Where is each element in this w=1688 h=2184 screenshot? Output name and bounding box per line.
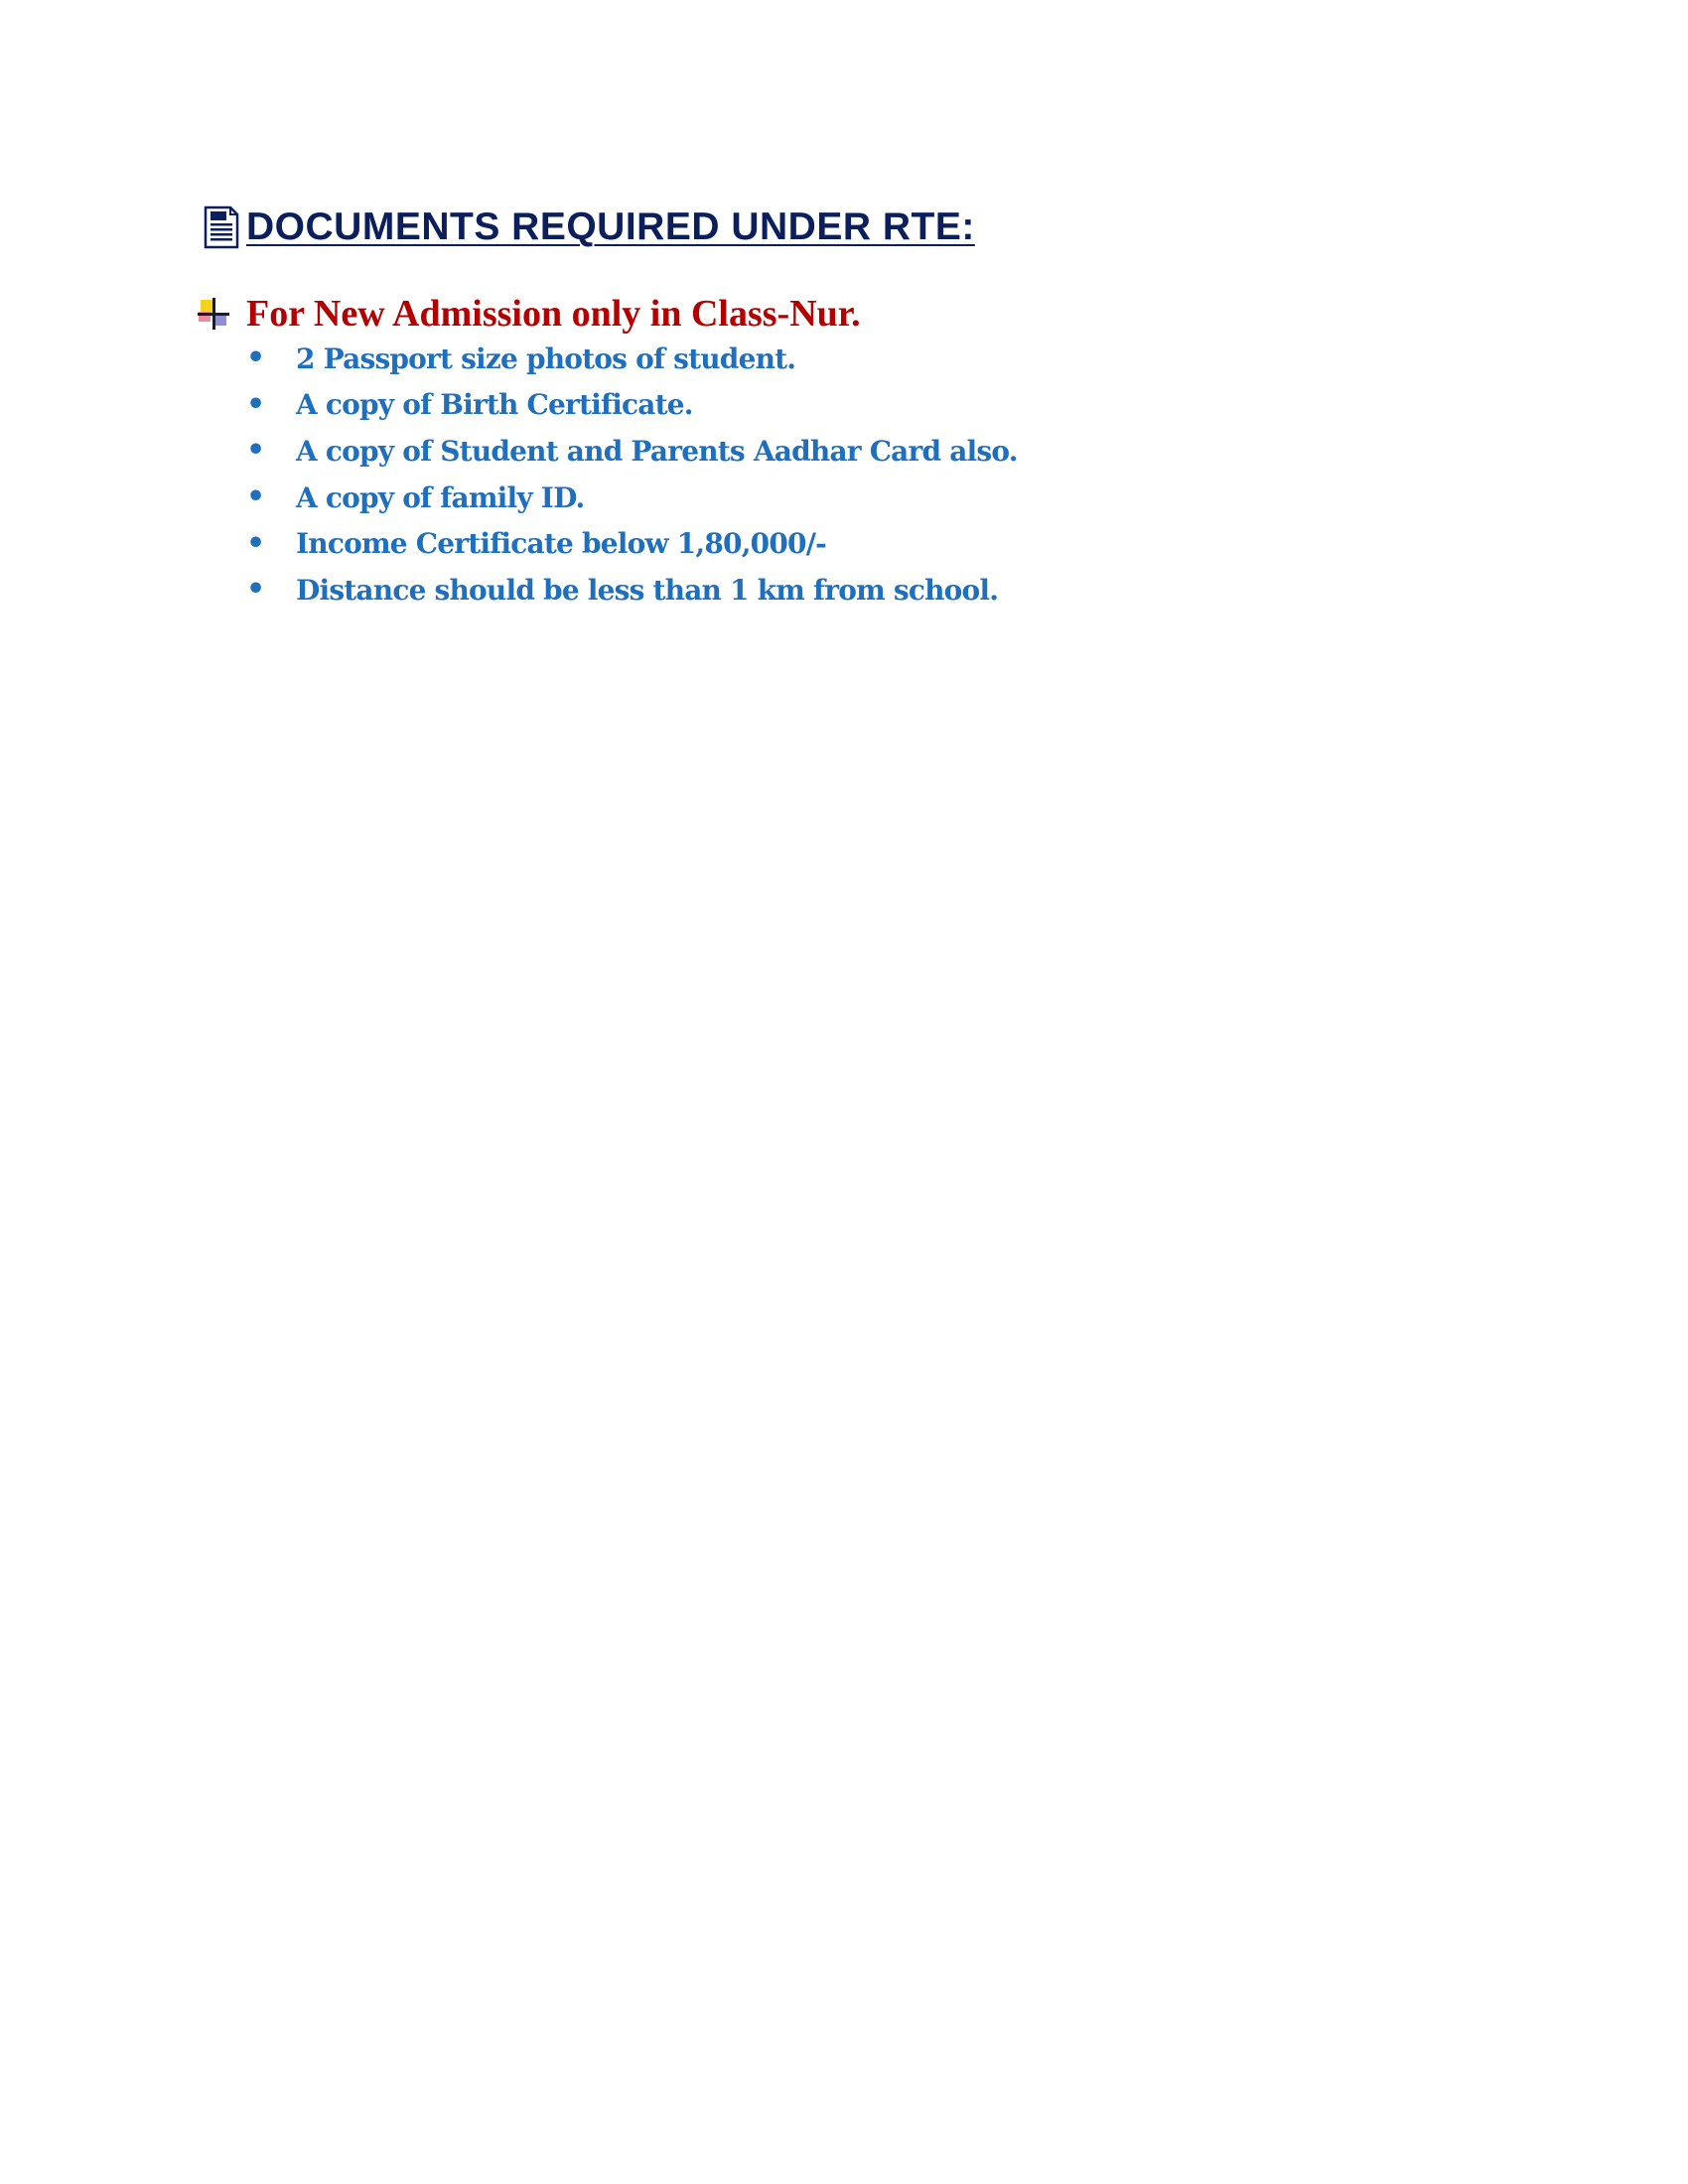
page-heading: DOCUMENTS REQUIRED UNDER RTE: (246, 205, 975, 248)
list-item (246, 475, 1018, 521)
bullet-icon: • (246, 341, 266, 376)
list-item (246, 382, 1018, 429)
heading-row (203, 204, 975, 251)
document-icon (203, 205, 240, 249)
requirements-list (246, 336, 1018, 614)
list-item (246, 336, 1018, 382)
bullet-icon: • (246, 572, 266, 608)
list-item (246, 567, 1018, 614)
list-item (246, 520, 1018, 567)
section-title: For New Admission only in Class-Nur. (246, 293, 861, 335)
bullet-icon: • (246, 433, 266, 469)
section-row (197, 290, 861, 338)
list-item-text: A copy of Student and Parents Aadhar Card also. (296, 434, 1018, 468)
list-item (246, 428, 1018, 475)
bullet-icon: • (246, 479, 266, 515)
list-item-text: Distance should be less than 1 km from school. (296, 573, 999, 607)
list-item-text: A copy of Birth Certificate. (296, 388, 693, 422)
list-item-text: A copy of family ID. (296, 480, 585, 514)
quadrant-cross-bullet-icon (197, 297, 230, 331)
bullet-icon: • (246, 386, 266, 422)
list-item-text: 2 Passport size photos of student. (296, 341, 796, 375)
list-item-text: Income Certificate below 1,80,000/- (296, 527, 826, 561)
bullet-icon: • (246, 525, 266, 561)
